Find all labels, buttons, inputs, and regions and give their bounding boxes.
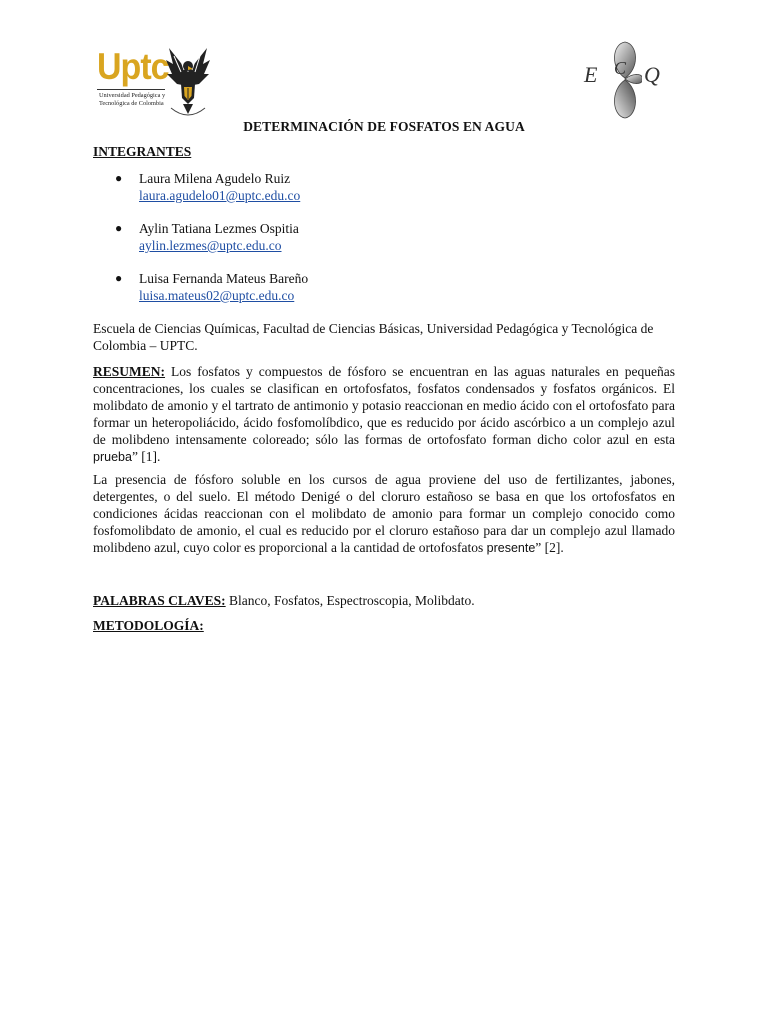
ecq-letter-c: C: [614, 58, 627, 78]
ecq-letter-q: Q: [644, 62, 660, 87]
member-email-link[interactable]: laura.agudelo01@uptc.edu.co: [139, 188, 301, 203]
member-name: Luisa Fernanda Mateus Bareño: [139, 271, 309, 286]
abstract-text-word: prueba: [93, 450, 132, 464]
uptc-logo-subtitle: Universidad Pedagógica y Tecnológica de Colombia: [99, 92, 166, 107]
member-email-link[interactable]: luisa.mateus02@uptc.edu.co: [139, 288, 295, 303]
bullet-icon: ●: [115, 171, 123, 185]
members-heading: INTEGRANTES: [93, 144, 192, 159]
member-email-link[interactable]: aylin.lezmes@uptc.edu.co: [139, 238, 282, 253]
eagle-crest-icon: [165, 42, 211, 120]
keywords-list: Blanco, Fosfatos, Espectroscopia, Molibdato.: [225, 593, 475, 608]
member-name: Laura Milena Agudelo Ruiz: [139, 171, 291, 186]
abstract-text: Los fosfatos y compuestos de fósforo se encuentran en las aguas naturales en pequeñas concentraciones, los cuales se clasifican en ortofosfatos, fosfatos condensados y fosfatos orgánicos. El molibdato de amonio y el tartrato de antimonio y potasio reaccionan en medio ácido con el ortofosfato para formar un heteropoliácido, ácido fosfomolíbdico, que es reducido por ácido ascórbico a un complejo azul de molibdeno intensamente coloreado; sólo las formas de ortofosfato forman dicho color azul en esta: [93, 364, 675, 447]
uptc-logo-rule: [97, 89, 165, 90]
methodology-heading: METODOLOGÍA:: [93, 618, 204, 633]
uptc-wordmark: Uptc: [97, 46, 169, 88]
document-title: DETERMINACIÓN DE FOSFATOS EN AGUA: [243, 119, 525, 134]
body-paragraph: [93, 471, 675, 557]
ecq-letter-e: E: [584, 62, 598, 87]
abstract-paragraph: [93, 363, 675, 466]
affiliation: Escuela de Ciencias Químicas, Facultad de Ciencias Básicas, Universidad Pedagógica y Tecnológica de Colombia – UPTC.: [93, 321, 654, 353]
abstract-label: RESUMEN:: [93, 364, 166, 379]
ecq-logo: [580, 40, 675, 120]
orbital-lobes-icon: [608, 40, 642, 120]
bullet-icon: ●: [115, 271, 123, 285]
keywords-label: PALABRAS CLAVES:: [93, 593, 226, 608]
bullet-icon: ●: [115, 221, 123, 235]
body-paragraph-word: presente: [486, 541, 536, 555]
member-name: Aylin Tatiana Lezmes Ospitia: [139, 221, 299, 236]
body-paragraph-text: La presencia de fósforo soluble en los cursos de agua proviene del uso de fertilizantes, jabones, detergentes, o del suelo. El método Denigé o del cloruro estañoso se basa en que los ortofosfatos en condiciones ácidas reaccionan con el molibdato de amonio para formar un complejo conocido como fosfomolibdato de amonio, el cual es reducido por el cloruro estañoso para dar un complejo azul llamado molibdeno azul, cuyo color es proporcional a la cantidad de ortofosfatos: [93, 472, 675, 555]
uptc-logo: [95, 42, 215, 122]
keywords-line: [93, 592, 675, 609]
abstract-citation: ” [1].: [131, 449, 161, 464]
body-paragraph-citation: ” [2].: [535, 540, 564, 555]
